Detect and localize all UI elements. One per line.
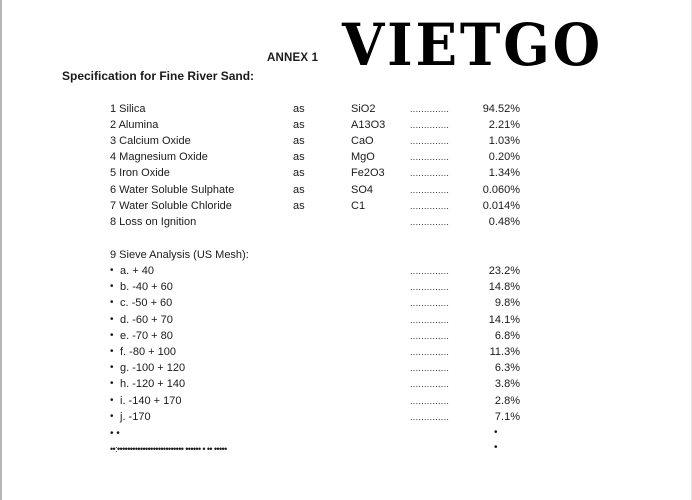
component-name: 5 Iron Oxide	[110, 167, 170, 179]
chemical-formula: CaO	[351, 135, 374, 147]
mesh-range: b. -40 + 60	[120, 281, 173, 293]
sieve-row	[0, 312, 692, 328]
percentage-value: 2.8%	[494, 395, 520, 407]
dot-leader: ..............	[410, 379, 450, 389]
as-label: as	[293, 103, 305, 115]
percentage-value: 6.8%	[494, 330, 520, 342]
stray-dot: •	[494, 427, 498, 438]
chemical-formula: SiO2	[351, 103, 376, 115]
sieve-row	[0, 263, 692, 279]
component-name: 7 Water Soluble Chloride	[110, 200, 232, 212]
bullet-icon: •	[110, 362, 114, 373]
percentage-value: 0.48%	[488, 216, 520, 228]
dot-leader: ..............	[410, 396, 450, 406]
component-name: 2 Alumina	[110, 119, 159, 131]
bullet-icon: •	[110, 297, 114, 308]
bullet-icon: •	[110, 378, 114, 389]
component-name: 1 Silica	[110, 103, 146, 115]
dot-leader: ..............	[410, 168, 450, 178]
composition-row	[0, 101, 692, 117]
bullet-icon: •	[110, 314, 114, 325]
chemical-formula: C1	[351, 200, 366, 212]
chemical-formula: SO4	[351, 184, 374, 196]
dot-leader: ..............	[410, 201, 450, 211]
mesh-range: c. -50 + 60	[120, 297, 173, 309]
dot-leader: ..............	[410, 185, 450, 195]
vietgo-logo: VIETGO	[342, 11, 603, 79]
bullet-icon: •	[110, 395, 114, 406]
component-name: 4 Magnesium Oxide	[110, 151, 208, 163]
as-label: as	[293, 119, 305, 131]
composition-row	[0, 133, 692, 149]
mesh-range: j. -170	[120, 411, 151, 423]
dot-leader: ..............	[410, 152, 450, 162]
chemical-formula: MgO	[351, 151, 375, 163]
percentage-value: 94.52%	[482, 103, 520, 115]
component-name: 3 Calcium Oxide	[110, 135, 191, 147]
sieve-analysis-heading: 9 Sieve Analysis (US Mesh):	[110, 249, 249, 261]
dot-leader: ..............	[410, 266, 450, 276]
percentage-value: 1.03%	[488, 135, 520, 147]
dot-leader: ..............	[410, 412, 450, 422]
percentage-value: 23.2%	[488, 265, 520, 277]
component-name: 8 Loss on Ignition	[110, 216, 197, 228]
composition-row	[0, 198, 692, 214]
percentage-value: 14.1%	[488, 314, 520, 326]
percentage-value: 1.34%	[488, 167, 520, 179]
dot-leader: ..............	[410, 217, 450, 227]
percentage-value: 6.3%	[494, 362, 520, 374]
percentage-value: 0.060%	[482, 184, 520, 196]
mesh-range: e. -70 + 80	[120, 330, 173, 342]
dot-leader: ..............	[410, 347, 450, 357]
mesh-range: f. -80 + 100	[120, 346, 176, 358]
sieve-row	[0, 344, 692, 360]
as-label: as	[293, 151, 305, 163]
dot-leader: ..............	[410, 120, 450, 130]
percentage-value: 2.21%	[488, 119, 520, 131]
composition-row	[0, 165, 692, 181]
mesh-range: d. -60 + 70	[120, 314, 173, 326]
mesh-range: g. -100 + 120	[120, 362, 186, 374]
mesh-range: a. + 40	[120, 265, 154, 277]
sieve-row	[0, 360, 692, 376]
as-label: as	[293, 184, 305, 196]
dot-leader: ..............	[410, 298, 450, 308]
bullet-icon: •	[110, 330, 114, 341]
chemical-formula: A13O3	[351, 119, 386, 131]
sieve-row	[0, 279, 692, 295]
stray-dot: •	[494, 442, 498, 453]
sieve-row	[0, 393, 692, 409]
percentage-value: 0.20%	[488, 151, 520, 163]
dot-leader: ..............	[410, 363, 450, 373]
annex-heading: ANNEX 1	[267, 52, 319, 64]
percentage-value: 7.1%	[494, 411, 520, 423]
component-name: 6 Water Soluble Sulphate	[110, 184, 235, 196]
percentage-value: 9.8%	[494, 297, 520, 309]
composition-row	[0, 182, 692, 198]
composition-row	[0, 117, 692, 133]
bullet-icon: •	[110, 265, 114, 276]
dot-leader: ..............	[410, 282, 450, 292]
mesh-range: i. -140 + 170	[120, 395, 182, 407]
bullet-icon: •	[110, 346, 114, 357]
percentage-value: 3.8%	[494, 378, 520, 390]
percentage-value: 14.8%	[488, 281, 520, 293]
bullet-icon: •	[110, 411, 114, 422]
percentage-value: 11.3%	[489, 346, 520, 358]
dot-leader: ..............	[410, 331, 450, 341]
mesh-range: h. -120 + 140	[120, 378, 186, 390]
percentage-value: 0.014%	[482, 200, 520, 212]
sieve-row	[0, 328, 692, 344]
dot-leader: ..............	[410, 104, 450, 114]
as-label: as	[293, 167, 305, 179]
as-label: as	[293, 200, 305, 212]
document-title: Specification for Fine River Sand:	[62, 69, 255, 83]
as-label: as	[293, 135, 305, 147]
dot-leader: ..............	[410, 315, 450, 325]
bullet-icon: •	[110, 281, 114, 292]
sieve-row	[0, 409, 692, 425]
sieve-row	[0, 376, 692, 392]
composition-row	[0, 149, 692, 165]
composition-row	[0, 214, 692, 230]
sieve-row	[0, 295, 692, 311]
scan-artifact-dots: ••:•••••••••••••••••••••••••• •••••• • •• •••••	[110, 444, 227, 454]
stray-bullets: • •	[110, 428, 120, 439]
chemical-formula: Fe2O3	[351, 167, 385, 179]
dot-leader: ..............	[410, 136, 450, 146]
